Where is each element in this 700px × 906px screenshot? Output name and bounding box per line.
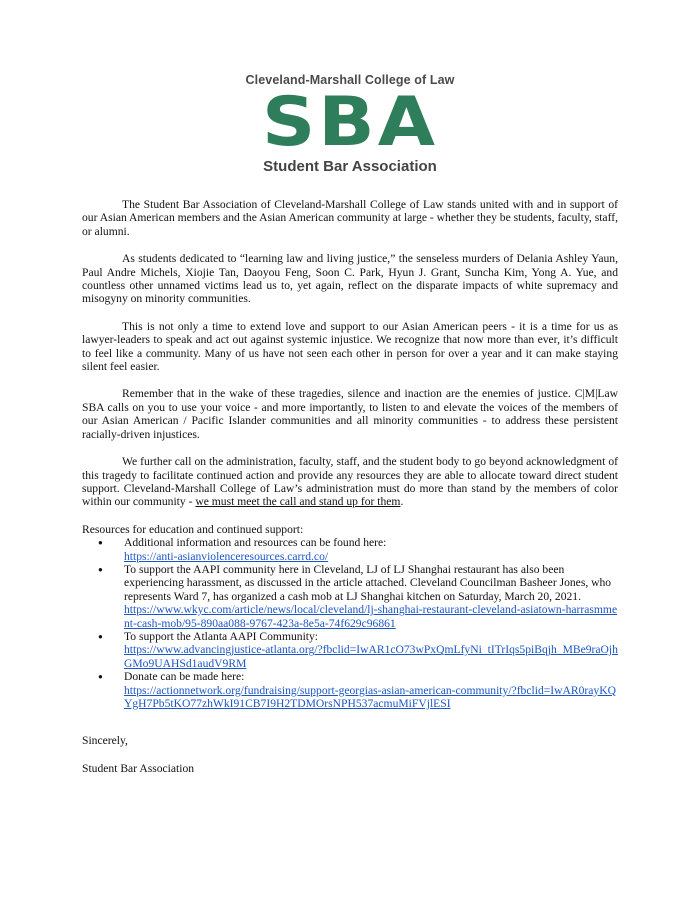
- resource-item: [124, 670, 618, 710]
- letter-body: [82, 198, 618, 775]
- paragraph-5-underlined: we must meet the call and stand up for them: [195, 495, 401, 509]
- resource-link[interactable]: https://actionnetwork.org/fundraising/support-georgias-asian-american-community/?fbclid=IwAR0rayKQYgH7Pb5tKO77zhWkI91CB7I9H2TDMOrsNPH537acmuMiFVjlESI: [124, 683, 616, 710]
- resource-item: [124, 536, 618, 563]
- sba-logo: [0, 72, 700, 176]
- logo-college-name: Cleveland-Marshall College of Law: [245, 73, 455, 87]
- resource-link[interactable]: https://anti-asianviolenceresources.carrd.co/: [124, 549, 329, 563]
- resources-heading: Resources for education and continued support:: [82, 522, 304, 536]
- resource-text: ● To support the AAPI community here in Cleveland, LJ of LJ Shanghai restaurant has also been experiencing harassment, as discussed in the article attached. Cleveland Councilman Basheer Jones, who represents Ward 7, has organized a cash mob at LJ Shanghai kitchen on Saturday, March 20, 2021.: [124, 562, 612, 603]
- paragraph-5-text: We further call on the administration, faculty, staff, and the student body to go beyond acknowledgment of this tragedy to facilitate continued action and provide any resources they are able to allocate toward direct student support. Cleveland-Marshall College of Law’s administration must do more than stand by the members of color within our community -: [82, 455, 618, 509]
- resource-text: ● Donate can be made here:: [124, 670, 245, 684]
- resource-link[interactable]: https://www.wkyc.com/article/news/local/cleveland/lj-shanghai-restaurant-cleveland-asiatown-harrasmment-cash-mob/95-890aa088-9767-423a-8e5a-74f629c96861: [124, 603, 618, 630]
- logo-subtitle: Student Bar Association: [263, 158, 437, 175]
- paragraph-4: Remember that in the wake of these tragedies, silence and inaction are the enemies of justice. C|M|Law SBA calls on you to use your voice - and more importantly, to listen to and elevate the voices of the members of our Asian American / Pacific Islander communities and all minority communities - to address these persistent racially-driven injustices.: [82, 387, 618, 441]
- paragraph-5-end: .: [400, 495, 404, 509]
- resource-text: ● Additional information and resources can be found here:: [124, 536, 387, 550]
- closing-salutation: Sincerely,: [82, 734, 128, 748]
- resource-link[interactable]: https://www.advancingjustice-atlanta.org/?fbclid=IwAR1cO73wPxQmLfyNi_tITrIqs5piBqjh_MBe9raOjhGMo9UAHSd1audV9RM: [124, 643, 618, 670]
- paragraph-1: The Student Bar Association of Cleveland-Marshall College of Law stands united with and in support of our Asian American members and the Asian American community at large - whether they be students, faculty, staff, or alumni.: [82, 198, 618, 238]
- paragraph-3: This is not only a time to extend love and support to our Asian American peers - it is a time for us as lawyer-leaders to speak and act out against systemic injustice. We recognize that now more than ever, it’s difficult to feel like a community. Many of us have not seen each other in person for over a year and it can make staying silent feel easier.: [82, 319, 618, 374]
- closing-signature: Student Bar Association: [82, 761, 195, 775]
- resource-item: [124, 630, 618, 670]
- paragraph-2: As students dedicated to “learning law and living justice,” the senseless murders of Delania Ashley Yaun, Paul Andre Michels, Xiojie Tan, Daoyou Feng, Soon C. Park, Hyun J. Grant, Suncha Kim, Yong A. Yue, and countless other unnamed victims lead us to, yet again, reflect on the disparate impacts of white supremacy and misogyny on minority communities.: [82, 252, 618, 306]
- resource-item: [124, 563, 618, 630]
- resources-list: [82, 536, 618, 710]
- paragraph-5: [82, 455, 618, 509]
- logo-acronym: SBA: [262, 82, 438, 162]
- resource-text: ● To support the Atlanta AAPI Community:: [124, 629, 319, 643]
